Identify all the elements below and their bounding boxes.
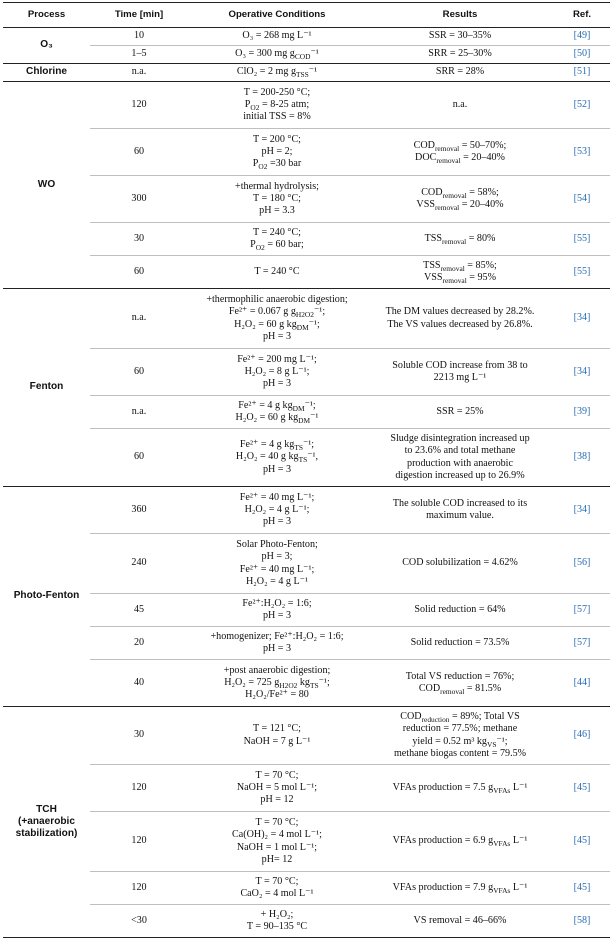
process-name: Photo-Fenton <box>13 590 80 602</box>
result-line: $TSS_{removal} = 80\%$ <box>424 232 496 246</box>
time-cell: 120 <box>90 765 188 812</box>
result-line: $COD_{removal} = 50-70\%$; <box>413 139 507 153</box>
time-cell: 1–5 <box>90 46 188 64</box>
table-row <box>3 429 610 487</box>
conditions-cell <box>188 487 366 534</box>
header-results: Results <box>366 3 554 28</box>
reference-link[interactable]: [57] <box>554 594 610 627</box>
time-cell: 300 <box>90 176 188 223</box>
time-cell: 40 <box>90 660 188 707</box>
condition-line: T = 240 °C <box>254 265 300 277</box>
condition-line: pH = 3; <box>261 551 293 563</box>
condition-line: T = 240 °C; <box>253 226 301 238</box>
header-ref: Ref. <box>554 3 610 28</box>
condition-line: Ca(OH)₂ = 4 mol L⁻¹; <box>232 829 322 841</box>
table-row <box>3 534 610 594</box>
header-conditions: Operative Conditions <box>188 3 366 28</box>
process-name: Fenton <box>29 381 64 393</box>
conditions-cell <box>188 534 366 594</box>
reference-link[interactable]: [34] <box>554 289 610 349</box>
result-line: $COD_{removal} = 58\%$; <box>421 186 499 200</box>
result-line: VFAs production = 7.5 $g_{VFAs}$ L⁻¹ <box>392 781 528 795</box>
reference-link[interactable]: [55] <box>554 223 610 256</box>
result-line: VS removal = 46–66% <box>413 914 507 926</box>
result-line: SRR = 25–30% <box>428 48 492 60</box>
result-line: $TSS_{removal} = 85\%$; <box>423 259 497 273</box>
results-cell <box>366 707 554 765</box>
result-line: VFAs production = 7.9 $g_{VFAs}$ L⁻¹ <box>392 881 528 895</box>
table-row <box>3 349 610 396</box>
condition-line: NaOH = 7 g L⁻¹ <box>243 735 311 747</box>
condition-line: T = 90–135 °C <box>246 921 308 932</box>
header-process: Process <box>3 3 90 28</box>
process-cell <box>3 707 90 938</box>
process-name: WO <box>37 178 56 190</box>
table-row <box>3 46 610 64</box>
conditions-cell <box>188 46 366 64</box>
result-line: $VSS_{removal} = 95\%$ <box>424 272 496 286</box>
condition-line: H₂O₂ = 60 g $kg_{DM}^{-1}$; <box>234 318 320 332</box>
results-cell <box>366 660 554 707</box>
result-line: The VS values decreased by 26.8%. <box>387 318 533 330</box>
result-line: 2213 mg L⁻¹ <box>433 372 487 383</box>
process-cell <box>3 487 90 707</box>
table-row <box>3 765 610 812</box>
reference-link[interactable]: [46] <box>554 707 610 765</box>
table-row <box>3 627 610 660</box>
process-cell <box>3 64 90 82</box>
conditions-cell <box>188 28 366 46</box>
reference-link[interactable]: [39] <box>554 396 610 429</box>
time-cell: 120 <box>90 82 188 129</box>
reference-link[interactable]: [51] <box>554 64 610 82</box>
condition-line: pH = 3 <box>262 516 292 528</box>
table-row <box>3 28 610 46</box>
condition-line: +post anaerobic digestion; <box>223 664 331 676</box>
table-body <box>3 28 610 938</box>
conditions-cell <box>188 905 366 938</box>
table-row <box>3 812 610 872</box>
time-cell: 30 <box>90 707 188 765</box>
result-line: Total VS reduction = 76%; <box>405 670 515 682</box>
time-cell: 20 <box>90 627 188 660</box>
result-line: The soluble COD increased to its <box>392 497 528 509</box>
condition-line: ClO₂ = 2 mg $g_{TSS}^{-1}$ <box>236 66 318 80</box>
result-line: $VSS_{removal} = 20-40\%$ <box>416 199 504 213</box>
result-line: Solid reduction = 64% <box>414 603 506 615</box>
condition-line: initial TSS = 8% <box>243 111 311 123</box>
condition-line: H₂O₂ = 60 g $kg_{DM}^{-1}$ <box>235 412 319 426</box>
conditions-cell <box>188 812 366 872</box>
reference-link[interactable]: [45] <box>554 765 610 812</box>
conditions-cell <box>188 429 366 487</box>
process-cell <box>3 289 90 487</box>
reference-link[interactable]: [45] <box>554 872 610 905</box>
results-cell <box>366 64 554 82</box>
table-row <box>3 64 610 82</box>
results-cell <box>366 129 554 176</box>
condition-line: pH = 3 <box>262 463 292 475</box>
process-name: Chlorine <box>26 66 67 78</box>
result-line: COD solubilization = 4.62% <box>402 557 518 569</box>
result-line: yield = 0.52 m³ $kg_{VS}^{-1}$; <box>412 735 508 749</box>
time-cell: 60 <box>90 256 188 289</box>
reference-link[interactable]: [38] <box>554 429 610 487</box>
results-cell <box>366 429 554 487</box>
result-line: $COD_{reduction} = 89\%$; Total VS <box>400 711 520 725</box>
time-cell: 45 <box>90 594 188 627</box>
condition-line: NaOH = 1 mol L⁻¹; <box>236 841 318 853</box>
condition-line: T = 200-250 °C; <box>243 86 311 98</box>
condition-line: pH = 3 <box>262 610 292 621</box>
condition-line: T = 70 °C; <box>255 769 299 781</box>
results-cell <box>366 812 554 872</box>
condition-line: pH = 12 <box>260 794 294 806</box>
results-cell <box>366 256 554 289</box>
process-name: stabilization) <box>15 828 78 840</box>
result-line: n.a. <box>452 98 468 110</box>
time-cell: 60 <box>90 429 188 487</box>
process-name: TCH <box>36 803 57 815</box>
reference-link[interactable]: [34] <box>554 349 610 396</box>
time-cell: 240 <box>90 534 188 594</box>
condition-line: Fe²⁺ = 0.067 g $g_{H2O2}^{-1}$; <box>228 306 326 320</box>
results-cell <box>366 82 554 129</box>
condition-line: +thermophilic anaerobic digestion; <box>206 294 348 306</box>
result-line: $COD_{removal} = 81.5\%$ <box>418 683 502 697</box>
header-row <box>3 3 610 28</box>
conditions-cell <box>188 64 366 82</box>
reference-link[interactable]: [53] <box>554 129 610 176</box>
conditions-cell <box>188 765 366 812</box>
reference-link[interactable]: [34] <box>554 487 610 534</box>
result-line: VFAs production = 6.9 $g_{VFAs}$ L⁻¹ <box>392 835 528 849</box>
table-row <box>3 129 610 176</box>
condition-line: Fe²⁺ = 200 mg L⁻¹; <box>237 353 317 365</box>
results-cell <box>366 349 554 396</box>
conditions-cell <box>188 396 366 429</box>
conditions-cell <box>188 82 366 129</box>
condition-line: Fe²⁺:H₂O₂ = 1:6; <box>242 597 312 609</box>
condition-line: pH = 3 <box>262 330 292 342</box>
results-cell <box>366 872 554 905</box>
condition-line: Fe²⁺ = 40 mg L⁻¹; <box>239 491 315 503</box>
condition-line: Fe²⁺ = 4 g $kg_{TS}^{-1}$; <box>239 439 315 453</box>
condition-line: H₂O₂/Fe²⁺ = 80 <box>245 689 309 701</box>
result-line: maximum value. <box>426 510 494 521</box>
condition-line: pH = 3 <box>262 643 292 654</box>
data-table <box>3 2 610 938</box>
conditions-cell <box>188 223 366 256</box>
reference-link[interactable]: [55] <box>554 256 610 289</box>
condition-line: $P_{O2} = 8-25$ atm; <box>244 98 310 112</box>
condition-line: T = 180 °C; <box>253 192 301 204</box>
condition-line: Fe²⁺ = 4 g $kg_{DM}^{-1}$; <box>238 399 316 413</box>
conditions-cell <box>188 594 366 627</box>
condition-line: T = 121 °C; <box>253 723 301 735</box>
conditions-cell <box>188 256 366 289</box>
time-cell: 10 <box>90 28 188 46</box>
table-row <box>3 707 610 765</box>
table-row <box>3 256 610 289</box>
condition-line: T = 70 °C; <box>255 817 299 829</box>
condition-line: T = 70 °C; <box>255 875 299 887</box>
reference-link[interactable]: [50] <box>554 46 610 64</box>
condition-line: O₃ = 300 mg $g_{COD}^{-1}$ <box>235 48 319 62</box>
reference-link[interactable]: [52] <box>554 82 610 129</box>
condition-line: Fe²⁺ = 40 mg L⁻¹; <box>239 563 315 575</box>
time-cell: n.a. <box>90 64 188 82</box>
time-cell: n.a. <box>90 289 188 349</box>
conditions-cell <box>188 707 366 765</box>
result-line: to 23.6% and total methane <box>404 445 516 457</box>
condition-line: pH = 2; <box>261 145 293 157</box>
table-row <box>3 487 610 534</box>
table-row <box>3 872 610 905</box>
table-row <box>3 905 610 938</box>
reference-link[interactable]: [58] <box>554 905 610 938</box>
reference-link[interactable]: [45] <box>554 812 610 872</box>
results-cell <box>366 223 554 256</box>
time-cell: 360 <box>90 487 188 534</box>
condition-line: pH= 12 <box>261 853 293 865</box>
table-row <box>3 223 610 256</box>
condition-line: O₃ = 268 mg L⁻¹ <box>242 30 312 42</box>
condition-line: Solar Photo-Fenton; <box>236 539 318 551</box>
reference-link[interactable]: [49] <box>554 28 610 46</box>
condition-line: $P_{O2} = 60$ bar; <box>250 239 304 253</box>
result-line: Soluble COD increase from 38 to <box>392 359 528 371</box>
results-cell <box>366 289 554 349</box>
results-cell <box>366 396 554 429</box>
table-row <box>3 594 610 627</box>
result-line: reduction = 77.5%; methane <box>402 723 518 735</box>
process-name: O₃ <box>40 39 53 51</box>
reference-link[interactable]: [56] <box>554 534 610 594</box>
time-cell: <30 <box>90 905 188 938</box>
condition-line: H₂O₂ = 4 g L⁻¹; <box>244 503 310 515</box>
condition-line: H₂O₂ = 40 g $kg_{TS}^{-1}$, <box>235 451 319 465</box>
condition-line: CaO₂ = 4 mol L⁻¹ <box>240 888 314 899</box>
reference-link[interactable]: [57] <box>554 627 610 660</box>
condition-line: H₂O₂ = 725 $g_{H2O2}$ $kg_{TS}^{-1}$; <box>224 676 330 690</box>
condition-line: $P_{O2} =30$ bar <box>252 158 302 172</box>
result-line: Solid reduction = 73.5% <box>410 636 510 648</box>
results-cell <box>366 46 554 64</box>
time-cell: n.a. <box>90 396 188 429</box>
condition-line: H₂O₂ = 4 g L⁻¹ <box>245 575 309 587</box>
table-row <box>3 176 610 223</box>
result-line: SRR = 28% <box>435 66 485 78</box>
results-cell <box>366 765 554 812</box>
header-time: Time [min] <box>90 3 188 28</box>
results-cell <box>366 176 554 223</box>
table-row <box>3 82 610 129</box>
result-line: Sludge disintegration increased up <box>390 433 530 445</box>
condition-line: +homogenizer; Fe²⁺:H₂O₂ = 1:6; <box>210 630 344 642</box>
results-cell <box>366 28 554 46</box>
results-cell <box>366 627 554 660</box>
condition-line: H₂O₂ = 8 g L⁻¹; <box>244 365 310 377</box>
results-cell <box>366 487 554 534</box>
condition-line: pH = 3.3 <box>259 205 295 217</box>
conditions-cell <box>188 349 366 396</box>
result-line: SSR = 30–35% <box>428 30 492 42</box>
conditions-cell <box>188 129 366 176</box>
result-line: methane biogas content = 79.5% <box>393 747 527 759</box>
results-cell <box>366 594 554 627</box>
time-cell: 60 <box>90 129 188 176</box>
reference-link[interactable]: [44] <box>554 660 610 707</box>
time-cell: 60 <box>90 349 188 396</box>
conditions-cell <box>188 289 366 349</box>
conditions-cell <box>188 872 366 905</box>
condition-line: NaOH = 5 mol L⁻¹; <box>236 781 318 793</box>
condition-line: pH = 3 <box>262 378 292 390</box>
table-row <box>3 396 610 429</box>
conditions-cell <box>188 660 366 707</box>
condition-line: +thermal hydrolysis; <box>235 180 319 192</box>
result-line: $DOC_{removal} = 20-40\%$ <box>415 152 505 166</box>
conditions-cell <box>188 176 366 223</box>
time-cell: 120 <box>90 812 188 872</box>
result-line: digestion increased up to 26.9% <box>395 469 525 481</box>
table-row <box>3 289 610 349</box>
results-cell <box>366 905 554 938</box>
time-cell: 120 <box>90 872 188 905</box>
result-line: production with anaerobic <box>407 457 513 469</box>
table-row <box>3 660 610 707</box>
process-cell <box>3 82 90 289</box>
condition-line: + H₂O₂; <box>260 908 294 920</box>
condition-line: T = 200 °C; <box>253 133 301 145</box>
process-name: (+anaerobic <box>18 815 75 827</box>
result-line: SSR = 25% <box>436 405 484 417</box>
process-cell <box>3 28 90 64</box>
reference-link[interactable]: [54] <box>554 176 610 223</box>
results-cell <box>366 534 554 594</box>
time-cell: 30 <box>90 223 188 256</box>
conditions-cell <box>188 627 366 660</box>
result-line: The DM values decreased by 28.2%. <box>385 306 535 318</box>
